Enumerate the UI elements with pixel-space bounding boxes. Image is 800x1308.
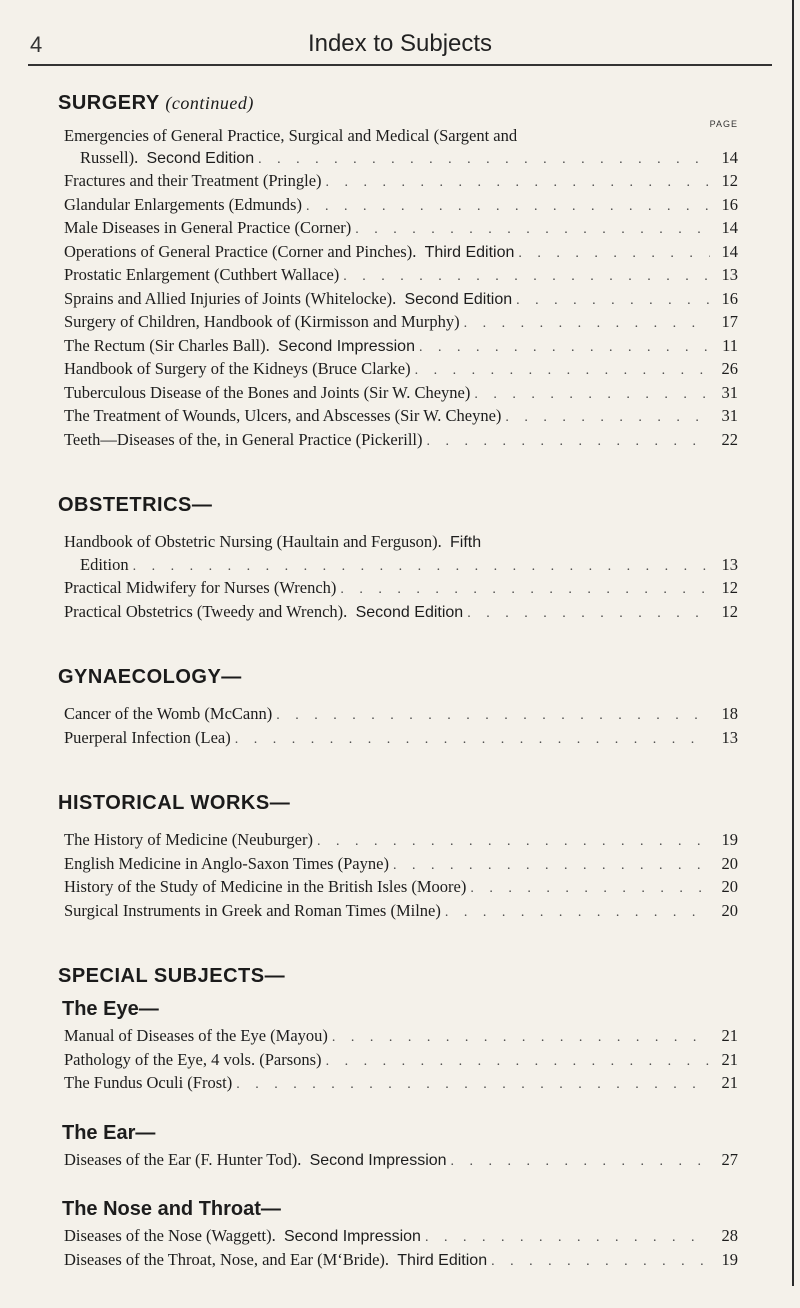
page-ref: 21 (721, 1026, 738, 1045)
edition-label: Second Impression (278, 337, 415, 355)
dot-leader (232, 1074, 710, 1096)
edition-label: Second Edition (355, 603, 464, 621)
index-entry (64, 217, 738, 241)
entry-title: Glandular Enlargements (Edmunds) (64, 194, 302, 214)
entry-line (64, 335, 738, 359)
page-ref: 22 (721, 429, 738, 449)
page-number: 4 (30, 32, 43, 57)
index-entry (64, 727, 738, 751)
section-title: GYNAECOLOGY— (58, 666, 242, 688)
entry-line (64, 900, 738, 924)
page-ref: 17 (721, 312, 738, 331)
dot-leader (129, 556, 710, 578)
header-rule (28, 64, 772, 66)
index-entry (64, 703, 738, 727)
section-historical (58, 792, 738, 923)
subsection-nose-throat (58, 1198, 738, 1272)
entry-title: Surgical Instruments in Greek and Roman Times (Milne) (64, 900, 441, 920)
entry-title: The Treatment of Wounds, Ulcers, and Abscesses (Sir W. Cheyne) (64, 406, 502, 425)
entry-list (64, 1025, 738, 1096)
page-ref: 21 (721, 1073, 738, 1092)
section-surgery (58, 92, 738, 452)
index-entry (64, 241, 738, 265)
page-ref: 14 (721, 147, 738, 167)
entry-title: The History of Medicine (Neuburger) (64, 830, 313, 849)
index-entry (64, 1149, 738, 1173)
edition-label: Second Impression (309, 1151, 447, 1169)
page-ref: 27 (721, 1149, 738, 1169)
page-ref: 16 (721, 288, 738, 308)
entry-title: The Rectum (Sir Charles Ball). (64, 335, 270, 355)
dot-leader (322, 1051, 710, 1073)
page-ref: 20 (721, 877, 738, 896)
entry-line (64, 382, 738, 406)
index-entry (64, 311, 738, 335)
dot-leader (254, 149, 710, 171)
entry-continuation: Edition (80, 554, 129, 574)
entry-title: Cancer of the Womb (McCann) (64, 704, 273, 723)
page-ref: 19 (721, 1249, 738, 1269)
entry-title: Surgery of Children, Handbook of (Kirmisson and Murphy) (64, 312, 460, 331)
subsection-title: The Ear— (62, 1121, 156, 1144)
page-ref: 20 (721, 900, 738, 920)
page-ref: 12 (721, 578, 738, 597)
dot-leader (302, 196, 710, 218)
entry-line (64, 1072, 738, 1096)
entry-line (64, 554, 738, 578)
entry-list (64, 1225, 738, 1272)
page-ref: 31 (721, 382, 738, 402)
index-entry (64, 829, 738, 853)
page-ref: 12 (721, 171, 738, 190)
dot-leader (470, 384, 710, 406)
dot-leader (272, 705, 710, 727)
running-title: Index to Subjects (307, 30, 493, 57)
subsection-title: The Eye— (62, 998, 159, 1020)
page-header (0, 18, 800, 62)
entry-line (64, 703, 738, 727)
entry-line (64, 217, 738, 241)
index-entry (64, 358, 738, 382)
index-entry (64, 170, 738, 194)
entry-title: Tuberculous Disease of the Bones and Joints (Sir W. Cheyne) (64, 382, 471, 402)
section-special-subjects (58, 965, 738, 1272)
entry-title: Diseases of the Ear (F. Hunter Tod). (64, 1149, 302, 1169)
subsection-ear (58, 1122, 738, 1173)
entry-line (64, 288, 738, 312)
section-gynaecology (58, 666, 738, 750)
dot-leader (328, 1027, 710, 1049)
page-ref: 20 (721, 853, 738, 873)
index-entry (64, 194, 738, 218)
dot-leader (512, 290, 710, 312)
entry-title: English Medicine in Anglo-Saxon Times (Payne) (64, 853, 389, 873)
dot-leader (415, 337, 710, 359)
dot-leader (336, 579, 710, 601)
index-entry (64, 1025, 738, 1049)
page-column-label: PAGE (709, 119, 738, 129)
entry-line (64, 1225, 738, 1249)
edition-label: Third Edition (397, 1251, 488, 1269)
entry-line (64, 429, 738, 453)
entry-title: Male Diseases in General Practice (Corner) (64, 218, 352, 237)
entry-title: The Fundus Oculi (Frost) (64, 1073, 233, 1092)
entry-line (64, 125, 738, 147)
entry-line (64, 241, 738, 265)
subsection-title: The Nose and Throat— (62, 1198, 281, 1220)
entry-title: Manual of Diseases of the Eye (Mayou) (64, 1026, 328, 1045)
index-entry (64, 531, 738, 577)
page-ref: 12 (721, 601, 738, 621)
index-entry (64, 405, 738, 429)
index-entry (64, 1225, 738, 1249)
edition-label: Third Edition (424, 243, 515, 261)
entry-line (64, 531, 738, 554)
entry-continuation: Russell). (80, 147, 139, 167)
entry-list (64, 125, 738, 452)
entry-list (64, 1149, 738, 1173)
index-entry (64, 1249, 738, 1273)
index-entry (64, 876, 738, 900)
page-ref: 14 (721, 241, 738, 261)
index-entry (64, 900, 738, 924)
edition-label: Fifth (450, 534, 482, 551)
dot-leader (466, 878, 710, 900)
dot-leader (339, 266, 710, 288)
entry-list (64, 531, 738, 624)
page-edge (792, 0, 794, 1286)
entry-line (64, 194, 738, 218)
entry-line (64, 1025, 738, 1049)
index-entry (64, 429, 738, 453)
entry-title: Teeth—Diseases of the, in General Practice (Pickerill) (64, 429, 423, 449)
index-content (58, 92, 738, 1308)
dot-leader (411, 360, 710, 382)
entry-title: Puerperal Infection (Lea) (64, 727, 231, 747)
entry-title: Prostatic Enlargement (Cuthbert Wallace) (64, 265, 340, 284)
dot-leader (441, 902, 710, 924)
dot-leader (423, 431, 711, 453)
dot-leader (322, 172, 710, 194)
edition-label: Second Impression (283, 1228, 421, 1245)
entry-title: Pathology of the Eye, 4 vols. (Parsons) (64, 1049, 322, 1069)
section-title: SURGERY (continued) (58, 92, 254, 114)
entry-line (64, 405, 738, 429)
index-entry (64, 125, 738, 170)
entry-title: Practical Obstetrics (Tweedy and Wrench). (64, 601, 348, 621)
entry-title: Practical Midwifery for Nurses (Wrench) (64, 578, 337, 597)
index-entry (64, 1072, 738, 1096)
entry-title: Diseases of the Throat, Nose, and Ear (M‘Bride). (64, 1249, 390, 1269)
dot-leader (487, 1251, 710, 1273)
subsection-eye (58, 998, 738, 1096)
section-obstetrics (58, 494, 738, 624)
dot-leader (501, 407, 710, 429)
entry-title: Emergencies of General Practice, Surgical and Medical (Sargent and (64, 126, 518, 145)
index-entry (64, 1049, 738, 1073)
index-entry (64, 335, 738, 359)
index-entry (64, 264, 738, 288)
entry-title: Handbook of Surgery of the Kidneys (Bruce Clarke) (64, 359, 411, 378)
continued-label: (continued) (165, 93, 254, 113)
page-ref: 11 (722, 335, 738, 355)
entry-line (64, 311, 738, 335)
dot-leader (421, 1227, 710, 1249)
page-ref: 14 (721, 218, 738, 237)
page-ref: 21 (721, 1049, 738, 1069)
entry-line (64, 147, 738, 171)
dot-leader (231, 729, 710, 751)
entry-list (64, 703, 738, 750)
page-ref: 18 (721, 704, 738, 723)
dot-leader (447, 1151, 710, 1173)
section-title: SPECIAL SUBJECTS— (58, 965, 286, 987)
entry-line (64, 727, 738, 751)
page-ref: 28 (721, 1226, 738, 1245)
dot-leader (389, 855, 710, 877)
entry-title: Sprains and Allied Injuries of Joints (Whitelocke). (64, 288, 397, 308)
entry-line (64, 829, 738, 853)
index-entry (64, 577, 738, 601)
edition-label: Second Edition (146, 149, 255, 167)
entry-list (64, 829, 738, 923)
entry-line (64, 1249, 738, 1273)
page-ref: 31 (721, 406, 738, 425)
entry-title: Fractures and their Treatment (Pringle) (64, 171, 322, 190)
dot-leader (351, 219, 710, 241)
entry-line (64, 876, 738, 900)
page-ref: 13 (721, 265, 738, 284)
entry-line (64, 264, 738, 288)
page-ref: 13 (721, 727, 738, 747)
index-entry (64, 853, 738, 877)
index-entry (64, 601, 738, 625)
dot-leader (463, 603, 710, 625)
index-entry (64, 382, 738, 406)
entry-title: Diseases of the Nose (Waggett). (64, 1226, 276, 1245)
entry-line (64, 853, 738, 877)
dot-leader (313, 831, 710, 853)
entry-title: Operations of General Practice (Corner and Pinches). (64, 241, 417, 261)
dot-leader (460, 313, 710, 335)
dot-leader (514, 243, 710, 265)
entry-title: History of the Study of Medicine in the British Isles (Moore) (64, 877, 467, 896)
entry-line (64, 601, 738, 625)
page-ref: 19 (721, 830, 738, 849)
edition-label: Second Edition (404, 290, 513, 308)
entry-line (64, 358, 738, 382)
section-title: HISTORICAL WORKS— (58, 792, 291, 814)
entry-line (64, 1049, 738, 1073)
section-title: OBSTETRICS— (58, 494, 213, 516)
page-ref: 16 (721, 194, 738, 214)
entry-line (64, 170, 738, 194)
page-ref: 26 (721, 359, 738, 378)
entry-title: Handbook of Obstetric Nursing (Haultain and Ferguson). (64, 532, 442, 551)
page-ref: 13 (721, 554, 738, 574)
entry-line (64, 1149, 738, 1173)
index-entry (64, 288, 738, 312)
entry-line (64, 577, 738, 601)
